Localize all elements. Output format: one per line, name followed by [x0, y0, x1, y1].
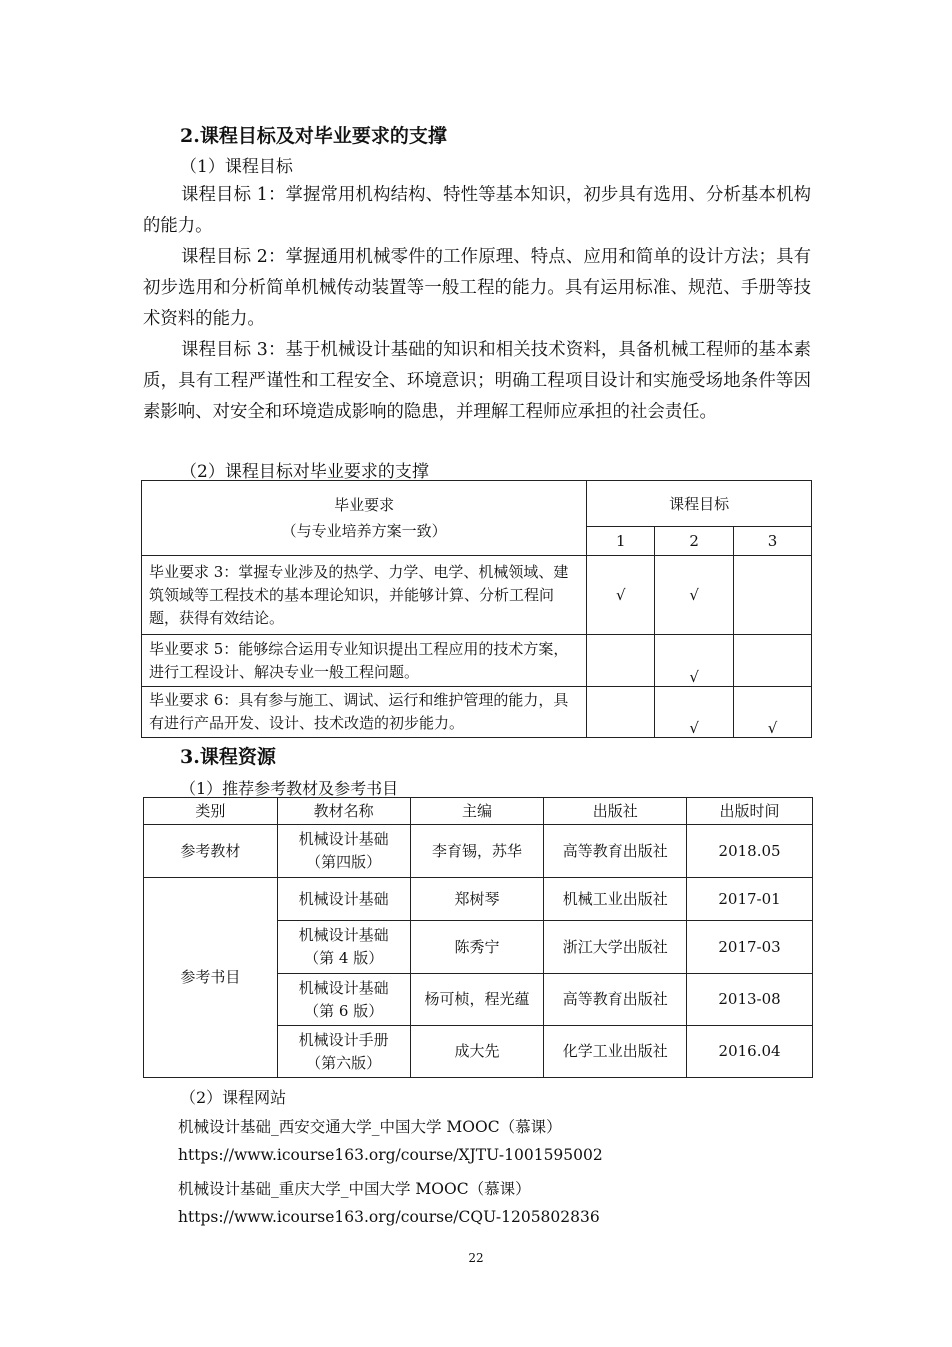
table-row: [142, 635, 812, 687]
books-subheading: （1）推荐参考教材及参考书目: [180, 779, 399, 798]
objective-1-text: 课程目标 1：掌握常用机构结构、特性等基本知识，初步具有选用、分析基本机构的能力。: [143, 185, 811, 236]
check-mark: √: [734, 687, 812, 738]
goal-col-2: 2: [655, 527, 734, 556]
course-objectives-subheading: （1）课程目标: [180, 157, 293, 177]
req-5-text: 毕业要求 5：能够综合运用专业知识提出工程应用的技术方案，进行工程设计、解决专业一般工程问题。: [142, 635, 587, 687]
website-2-url[interactable]: https://www.icourse163.org/course/CQU-1205802836: [178, 1208, 600, 1226]
support-subheading: （2）课程目标对毕业要求的支撑: [180, 462, 429, 482]
date-cell: 2018.05: [687, 825, 813, 878]
publisher-cell: 高等教育出版社: [544, 825, 687, 878]
editor-cell: 李育锡，苏华: [410, 825, 544, 878]
col-header-editor: 主编: [410, 798, 544, 825]
check-mark: √: [655, 687, 734, 738]
publisher-cell: 高等教育出版社: [544, 974, 687, 1026]
check-mark: √: [587, 556, 655, 635]
check-mark: √: [655, 635, 734, 687]
req-3-text: 毕业要求 3：掌握专业涉及的热学、力学、电学、机械领域、建筑领域等工程技术的基本理论知识，并能够计算、分析工程问题，获得有效结论。: [142, 556, 587, 635]
date-cell: 2013-08: [687, 974, 813, 1026]
objective-2-text: 课程目标 2：掌握通用机械零件的工作原理、特点、应用和简单的设计方法；具有初步选用和分析简单机械传动装置等一般工程的能力。具有运用标准、规范、手册等技术资料的能力。: [143, 247, 811, 329]
table-row: [144, 825, 813, 878]
col-header-title: 教材名称: [277, 798, 410, 825]
books-table: [143, 797, 813, 1078]
publisher-cell: 机械工业出版社: [544, 878, 687, 921]
check-mark: [734, 635, 812, 687]
website-1-url[interactable]: https://www.icourse163.org/course/XJTU-1001595002: [178, 1146, 603, 1164]
book-title-cell: 机械设计基础: [277, 878, 410, 921]
req-header-cell: [142, 481, 587, 556]
table-row: [142, 687, 812, 738]
publisher-cell: 化学工业出版社: [544, 1026, 687, 1078]
editor-cell: 陈秀宁: [410, 921, 544, 974]
objective-3-paragraph: [143, 335, 811, 428]
book-title: 机械设计基础: [298, 978, 389, 997]
book-title-cell: [277, 1026, 410, 1078]
editor-cell: 杨可桢，程光蕴: [410, 974, 544, 1026]
book-title-cell: [277, 825, 410, 878]
table-header-row: [144, 798, 813, 825]
category-cell: 参考书目: [144, 878, 278, 1078]
req-header-line2: （与专业培养方案一致）: [281, 522, 447, 540]
check-mark: √: [655, 556, 734, 635]
editor-cell: 成大先: [410, 1026, 544, 1078]
req-header-line1: 毕业要求: [334, 496, 395, 514]
check-mark: [734, 556, 812, 635]
book-title-cell: [277, 921, 410, 974]
check-mark: [587, 687, 655, 738]
check-mark: [587, 635, 655, 687]
col-header-date: 出版时间: [687, 798, 813, 825]
goal-header-cell: 课程目标: [587, 481, 812, 527]
book-title: 机械设计手册: [298, 1030, 389, 1049]
date-cell: 2017-03: [687, 921, 813, 974]
section-2-heading: 2.课程目标及对毕业要求的支撑: [180, 125, 447, 147]
objective-1-paragraph: [143, 180, 811, 242]
book-edition: （第六版）: [306, 1053, 382, 1072]
editor-cell: 郑树琴: [410, 878, 544, 921]
support-table: [141, 480, 812, 738]
section-3-heading: 3.课程资源: [180, 746, 276, 768]
book-title-cell: [277, 974, 410, 1026]
page-number: 22: [468, 1251, 484, 1265]
book-edition: （第四版）: [306, 853, 382, 871]
date-cell: 2017-01: [687, 878, 813, 921]
book-edition: （第 4 版）: [304, 949, 384, 967]
objective-2-paragraph: [143, 242, 811, 335]
goal-col-3: 3: [734, 527, 812, 556]
publisher-cell: 浙江大学出版社: [544, 921, 687, 974]
table-row: [144, 878, 813, 921]
website-subheading: （2）课程网站: [180, 1088, 287, 1107]
req-6-text: 毕业要求 6：具有参与施工、调试、运行和维护管理的能力，具有进行产品开发、设计、技术改造的初步能力。: [142, 687, 587, 738]
book-edition: （第 6 版）: [304, 1001, 384, 1020]
date-cell: 2016.04: [687, 1026, 813, 1078]
book-title: 机械设计基础: [298, 926, 389, 944]
goal-col-1: 1: [587, 527, 655, 556]
col-header-category: 类别: [144, 798, 278, 825]
objective-3-text: 课程目标 3：基于机械设计基础的知识和相关技术资料，具备机械工程师的基本素质，具有工程严谨性和工程安全、环境意识；明确工程项目设计和实施受场地条件等因素影响、对安全和环境造成影响的隐患，并理解工程师应承担的社会责任。: [143, 340, 811, 422]
website-2-title: 机械设计基础_重庆大学_中国大学 MOOC（慕课）: [178, 1180, 531, 1198]
col-header-publisher: 出版社: [544, 798, 687, 825]
table-row: [142, 556, 812, 635]
website-1-title: 机械设计基础_西安交通大学_中国大学 MOOC（慕课）: [178, 1118, 562, 1136]
category-cell: 参考教材: [144, 825, 278, 878]
book-title: 机械设计基础: [298, 830, 389, 848]
